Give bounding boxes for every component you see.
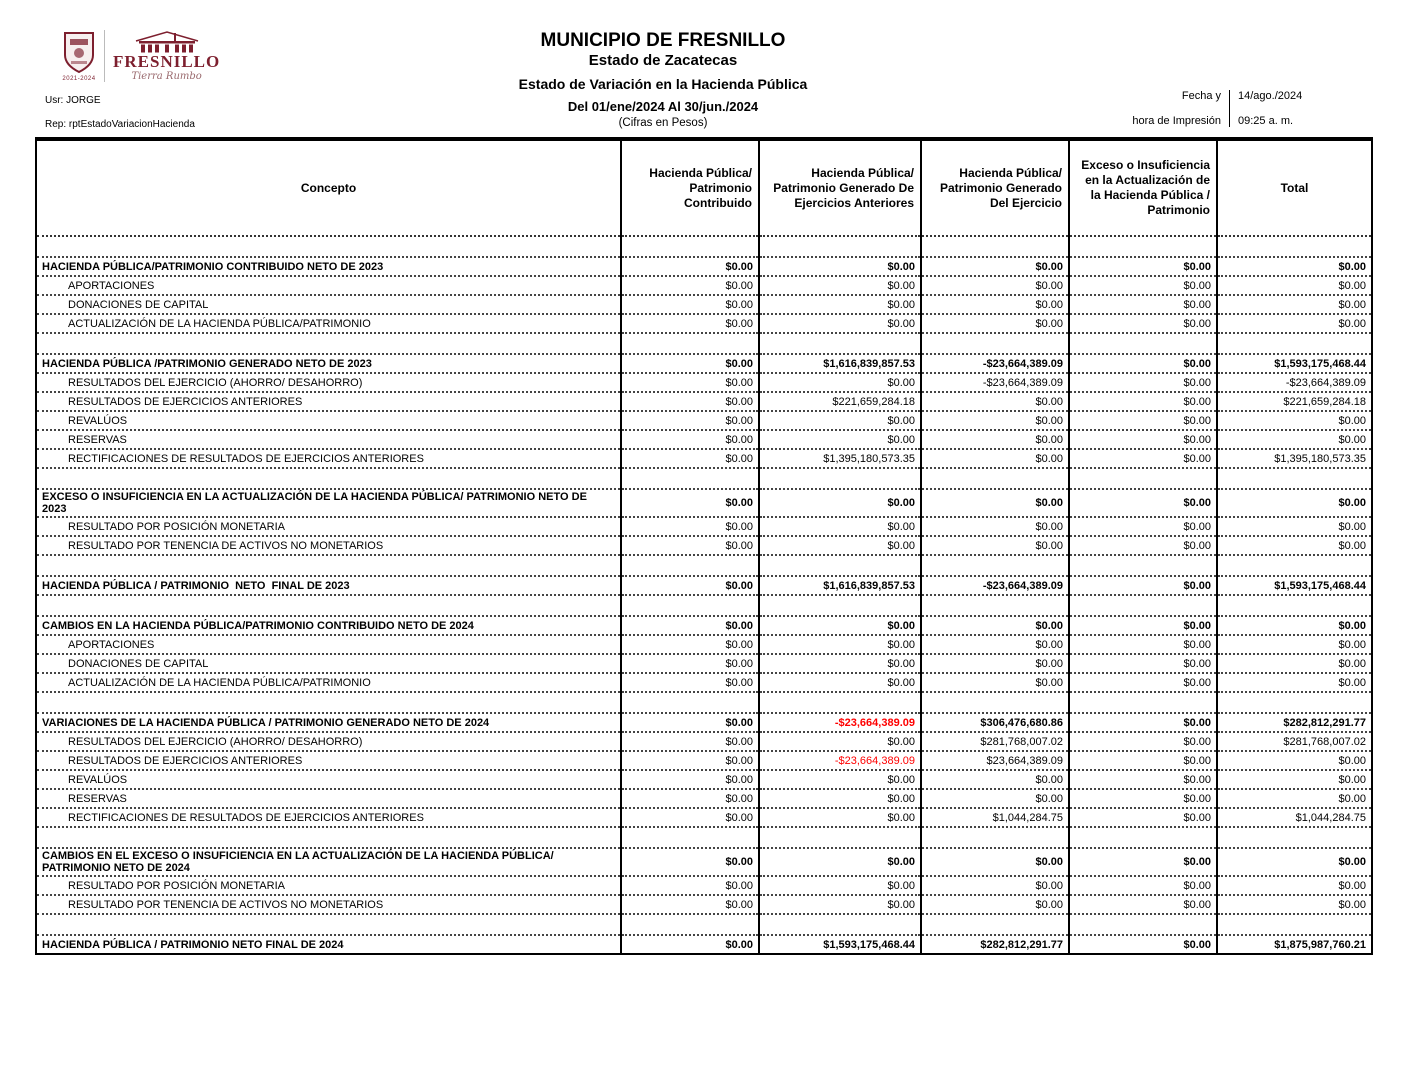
value-cell: $0.00 (1217, 673, 1372, 692)
value-cell (759, 555, 921, 576)
value-cell: $0.00 (1069, 635, 1217, 654)
user-report-info (45, 96, 195, 144)
value-cell: $0.00 (621, 789, 759, 808)
value-cell: $1,044,284.75 (1217, 808, 1372, 827)
value-cell: $0.00 (921, 392, 1069, 411)
value-cell (621, 692, 759, 713)
table-row (36, 314, 1372, 333)
table-row (36, 770, 1372, 789)
value-cell: $0.00 (1217, 430, 1372, 449)
value-cell: $0.00 (759, 895, 921, 914)
value-cell: $1,616,839,857.53 (759, 576, 921, 595)
value-cell: $0.00 (621, 848, 759, 876)
value-cell: $0.00 (1217, 257, 1372, 276)
value-cell: $0.00 (1069, 430, 1217, 449)
value-cell: $0.00 (621, 732, 759, 751)
value-cell: $1,395,180,573.35 (1217, 449, 1372, 468)
concept-cell: DONACIONES DE CAPITAL (36, 295, 621, 314)
table-row (36, 751, 1372, 770)
value-cell (759, 595, 921, 616)
value-cell: $0.00 (1069, 751, 1217, 770)
value-cell (1069, 827, 1217, 848)
value-cell (921, 333, 1069, 354)
value-cell (921, 555, 1069, 576)
table-row (36, 295, 1372, 314)
value-cell: $0.00 (759, 430, 921, 449)
value-cell: $0.00 (759, 373, 921, 392)
concept-cell: HACIENDA PÚBLICA / PATRIMONIO NETO FINAL DE 2024 (42, 938, 344, 951)
value-cell: $0.00 (1069, 616, 1217, 635)
value-cell: $0.00 (759, 276, 921, 295)
value-cell: $0.00 (1217, 517, 1372, 536)
table-row (36, 392, 1372, 411)
table-row (36, 468, 1372, 489)
fresnillo-shield-icon (62, 31, 96, 75)
table-row (36, 354, 1372, 373)
value-cell (1217, 692, 1372, 713)
logo-wordmark (113, 31, 220, 82)
value-cell: $0.00 (1069, 848, 1217, 876)
value-cell (621, 595, 759, 616)
concept-cell: RESULTADOS DEL EJERCICIO (AHORRO/ DESAHORRO) (36, 732, 621, 751)
title-block (519, 30, 808, 131)
concept-cell: HACIENDA PÚBLICA/PATRIMONIO CONTRIBUIDO NETO DE 2023 (36, 257, 621, 276)
value-cell (759, 236, 921, 257)
value-cell: $0.00 (1069, 354, 1217, 373)
value-cell: $0.00 (759, 517, 921, 536)
table-header (36, 139, 1372, 236)
concept-cell (36, 692, 621, 713)
print-info (1132, 90, 1380, 127)
value-cell (921, 827, 1069, 848)
value-cell: $23,664,389.09 (921, 751, 1069, 770)
table-row (36, 789, 1372, 808)
crest-years: 2021-2024 (62, 75, 96, 82)
value-cell (921, 236, 1069, 257)
value-cell: $0.00 (921, 848, 1069, 876)
value-cell: $0.00 (621, 411, 759, 430)
concept-cell: RESERVAS (36, 430, 621, 449)
building-icon (130, 31, 204, 53)
value-cell: $0.00 (921, 789, 1069, 808)
value-cell: $0.00 (921, 314, 1069, 333)
value-cell: $0.00 (1069, 673, 1217, 692)
concept-cell: REVALÚOS (36, 411, 621, 430)
report-period: Del 01/ene/2024 Al 30/jun./2024 (567, 98, 759, 114)
value-cell (1069, 468, 1217, 489)
value-cell: $0.00 (1069, 373, 1217, 392)
value-cell: $0.00 (621, 808, 759, 827)
value-cell: $0.00 (621, 257, 759, 276)
value-cell (1217, 595, 1372, 616)
value-cell: $0.00 (1217, 411, 1372, 430)
municipality-logo (62, 30, 220, 82)
value-cell (621, 333, 759, 354)
value-cell: $281,768,007.02 (921, 732, 1069, 751)
value-cell: $221,659,284.18 (1217, 392, 1372, 411)
value-cell (621, 468, 759, 489)
state-subtitle: Estado de Zacatecas (588, 51, 738, 69)
table-row (36, 876, 1372, 895)
value-cell (621, 236, 759, 257)
value-cell: $0.00 (1217, 895, 1372, 914)
table-row (36, 914, 1372, 935)
value-cell: $0.00 (1069, 876, 1217, 895)
value-cell: $0.00 (921, 770, 1069, 789)
value-cell: $281,768,007.02 (1217, 732, 1372, 751)
value-cell: $0.00 (1069, 295, 1217, 314)
value-cell (1217, 468, 1372, 489)
value-cell: $0.00 (759, 489, 921, 517)
value-cell: $0.00 (921, 489, 1069, 517)
value-cell: $0.00 (621, 392, 759, 411)
concept-cell: HACIENDA PÚBLICA / PATRIMONIO NETO FINAL DE 2023 (36, 576, 621, 595)
report-header (0, 0, 1408, 137)
value-cell: $0.00 (759, 654, 921, 673)
value-cell: $0.00 (1217, 876, 1372, 895)
value-cell: $0.00 (759, 673, 921, 692)
value-cell (621, 914, 759, 935)
value-cell: $0.00 (621, 536, 759, 555)
value-cell: $0.00 (759, 876, 921, 895)
value-cell (921, 468, 1069, 489)
value-cell: $0.00 (621, 314, 759, 333)
value-cell (921, 595, 1069, 616)
value-cell: $0.00 (1069, 276, 1217, 295)
value-cell: $306,476,680.86 (921, 713, 1069, 732)
concept-cell: APORTACIONES (36, 635, 621, 654)
concept-cell: RESULTADOS DE EJERCICIOS ANTERIORES (36, 392, 621, 411)
concept-cell: RECTIFICACIONES DE RESULTADOS DE EJERCICIOS ANTERIORES (36, 808, 621, 827)
column-header: Hacienda Pública/ Patrimonio Generado De Ejercicios Anteriores (759, 139, 921, 236)
value-cell: $0.00 (1069, 536, 1217, 555)
report-id-label: Rep: rptEstadoVariacionHacienda (45, 119, 195, 130)
table-row (36, 673, 1372, 692)
value-cell: $0.00 (759, 789, 921, 808)
table-row (36, 449, 1372, 468)
value-cell: $0.00 (759, 732, 921, 751)
concept-cell: VARIACIONES DE LA HACIENDA PÚBLICA / PATRIMONIO GENERADO NETO DE 2024 (36, 713, 621, 732)
value-cell (1217, 236, 1372, 257)
table-row (36, 430, 1372, 449)
concept-cell: ACTUALIZACIÓN DE LA HACIENDA PÚBLICA/PATRIMONIO (36, 673, 621, 692)
table-row (36, 895, 1372, 914)
value-cell: $1,044,284.75 (921, 808, 1069, 827)
value-cell: $0.00 (1069, 449, 1217, 468)
concept-cell (36, 914, 621, 935)
value-cell: $1,875,987,760.21 (1217, 935, 1372, 954)
value-cell: -$23,664,389.09 (921, 576, 1069, 595)
table-row (36, 489, 1372, 517)
table-row (36, 692, 1372, 713)
logo-divider (104, 30, 105, 82)
column-header: Total (1217, 139, 1372, 236)
value-cell: $0.00 (1217, 654, 1372, 673)
value-cell: $0.00 (1069, 789, 1217, 808)
value-cell: $0.00 (1217, 314, 1372, 333)
column-header: Hacienda Pública/ Patrimonio Generado Del Ejercicio (921, 139, 1069, 236)
value-cell: $0.00 (621, 430, 759, 449)
value-cell: $0.00 (921, 654, 1069, 673)
value-cell: $0.00 (1069, 411, 1217, 430)
value-cell (1069, 333, 1217, 354)
value-cell: $0.00 (1217, 848, 1372, 876)
value-cell (921, 914, 1069, 935)
value-cell: $1,593,175,468.44 (1217, 576, 1372, 595)
table-row (36, 517, 1372, 536)
value-cell: $0.00 (759, 635, 921, 654)
column-header: Exceso o Insuficiencia en la Actualización de la Hacienda Pública / Patrimonio (1069, 139, 1217, 236)
value-cell: $0.00 (1069, 314, 1217, 333)
value-cell: $0.00 (621, 935, 759, 954)
value-cell: $0.00 (759, 770, 921, 789)
value-cell: $0.00 (621, 616, 759, 635)
value-cell: $0.00 (1217, 635, 1372, 654)
value-cell: $0.00 (759, 257, 921, 276)
table-row (36, 333, 1372, 354)
value-cell (621, 827, 759, 848)
value-cell: $0.00 (759, 314, 921, 333)
concept-cell: RESERVAS (36, 789, 621, 808)
print-info-values (1230, 90, 1380, 127)
concept-cell (36, 827, 621, 848)
value-cell: $0.00 (921, 449, 1069, 468)
value-cell: $0.00 (921, 295, 1069, 314)
value-cell: $0.00 (621, 895, 759, 914)
value-cell: $0.00 (1217, 276, 1372, 295)
value-cell: -$23,664,389.09 (759, 751, 921, 770)
table-body (36, 236, 1372, 954)
table-row (36, 373, 1372, 392)
table-row (36, 536, 1372, 555)
value-cell: -$23,664,389.09 (921, 373, 1069, 392)
table-row (36, 732, 1372, 751)
value-cell: $0.00 (1069, 257, 1217, 276)
concept-cell: ACTUALIZACIÓN DE LA HACIENDA PÚBLICA/PATRIMONIO (36, 314, 621, 333)
table-row (36, 276, 1372, 295)
table-row (36, 411, 1372, 430)
print-info-labels (1132, 90, 1229, 127)
concept-cell (36, 595, 621, 616)
value-cell: $0.00 (1069, 654, 1217, 673)
value-cell: $0.00 (921, 635, 1069, 654)
concept-cell: RESULTADO POR TENENCIA DE ACTIVOS NO MONETARIOS (36, 895, 621, 914)
concept-cell: APORTACIONES (36, 276, 621, 295)
value-cell: $0.00 (921, 536, 1069, 555)
value-cell: $0.00 (621, 295, 759, 314)
table-row (36, 713, 1372, 732)
concept-cell: HACIENDA PÚBLICA /PATRIMONIO GENERADO NETO DE 2023 (36, 354, 621, 373)
value-cell (921, 692, 1069, 713)
value-cell: $0.00 (621, 876, 759, 895)
value-cell (759, 914, 921, 935)
value-cell: $0.00 (921, 257, 1069, 276)
value-cell (1069, 914, 1217, 935)
value-cell: $0.00 (1217, 536, 1372, 555)
value-cell: $0.00 (1069, 489, 1217, 517)
concept-cell (36, 555, 621, 576)
table-row (36, 236, 1372, 257)
value-cell: $0.00 (621, 576, 759, 595)
value-cell: $0.00 (621, 673, 759, 692)
print-date-value: 14/ago./2024 (1238, 90, 1303, 102)
logo-tagline: Tierra Rumbo (131, 70, 202, 82)
concept-cell: RESULTADOS DEL EJERCICIO (AHORRO/ DESAHORRO) (36, 373, 621, 392)
value-cell: $0.00 (1069, 713, 1217, 732)
value-cell: $0.00 (621, 489, 759, 517)
value-cell: -$23,664,389.09 (921, 354, 1069, 373)
table-row (36, 848, 1372, 876)
table-row (36, 808, 1372, 827)
table-row (36, 935, 1372, 954)
value-cell (1069, 595, 1217, 616)
logo-org-name: FRESNILLO (113, 51, 221, 71)
value-cell: $0.00 (621, 635, 759, 654)
value-cell: $0.00 (921, 616, 1069, 635)
variation-table (35, 137, 1373, 955)
value-cell: $0.00 (1217, 751, 1372, 770)
value-cell: -$23,664,389.09 (1217, 373, 1372, 392)
column-header: Hacienda Pública/ Patrimonio Contribuido (621, 139, 759, 236)
page-title: MUNICIPIO DE FRESNILLO (540, 30, 786, 51)
concept-cell (36, 468, 621, 489)
value-cell: $0.00 (1217, 489, 1372, 517)
concept-cell: DONACIONES DE CAPITAL (36, 654, 621, 673)
user-label: Usr: JORGE (45, 95, 101, 106)
value-cell: $0.00 (621, 751, 759, 770)
concept-cell: CAMBIOS EN EL EXCESO O INSUFICIENCIA EN LA ACTUALIZACIÓN DE LA HACIENDA PÚBLICA/ PATRIMONIO NETO DE 2024 (36, 848, 621, 876)
value-cell: $0.00 (759, 808, 921, 827)
value-cell (759, 692, 921, 713)
value-cell (1069, 555, 1217, 576)
value-cell (1069, 236, 1217, 257)
value-cell: $0.00 (621, 373, 759, 392)
value-cell: $0.00 (1217, 616, 1372, 635)
concept-cell: RECTIFICACIONES DE RESULTADOS DE EJERCICIOS ANTERIORES (36, 449, 621, 468)
value-cell: $0.00 (1069, 895, 1217, 914)
concept-cell: RESULTADO POR POSICIÓN MONETARIA (36, 517, 621, 536)
value-cell (1217, 333, 1372, 354)
table-row (36, 555, 1372, 576)
value-cell (759, 827, 921, 848)
print-time-label: hora de Impresión (1132, 115, 1221, 127)
value-cell: $0.00 (759, 536, 921, 555)
value-cell: $282,812,291.77 (1217, 713, 1372, 732)
print-date-label: Fecha y (1181, 90, 1221, 102)
value-cell (1217, 555, 1372, 576)
table-row (36, 595, 1372, 616)
value-cell (759, 468, 921, 489)
value-cell: $0.00 (621, 770, 759, 789)
value-cell: $0.00 (621, 654, 759, 673)
value-cell: $0.00 (921, 895, 1069, 914)
value-cell: $0.00 (1217, 295, 1372, 314)
value-cell: $0.00 (621, 276, 759, 295)
value-cell: $0.00 (921, 517, 1069, 536)
concept-cell: RESULTADO POR TENENCIA DE ACTIVOS NO MONETARIOS (36, 536, 621, 555)
value-cell: $0.00 (759, 295, 921, 314)
table-row (36, 654, 1372, 673)
value-cell: $0.00 (921, 430, 1069, 449)
value-cell: $0.00 (621, 713, 759, 732)
value-cell: $0.00 (1069, 517, 1217, 536)
value-cell: $0.00 (759, 411, 921, 430)
concept-cell: CAMBIOS EN LA HACIENDA PÚBLICA/PATRIMONIO CONTRIBUIDO NETO DE 2024 (36, 616, 621, 635)
table-header-row (36, 139, 1372, 236)
value-cell: $0.00 (1069, 732, 1217, 751)
concept-cell: RESULTADO POR POSICIÓN MONETARIA (36, 876, 621, 895)
value-cell: $0.00 (621, 517, 759, 536)
value-cell: $1,395,180,573.35 (759, 449, 921, 468)
value-cell: $1,593,175,468.44 (759, 935, 921, 954)
value-cell (759, 333, 921, 354)
table-row (36, 576, 1372, 595)
value-cell: $0.00 (921, 673, 1069, 692)
value-cell: $0.00 (621, 449, 759, 468)
table-row (36, 635, 1372, 654)
concept-cell (36, 333, 621, 354)
column-header: Concepto (36, 139, 621, 236)
value-cell: $0.00 (1069, 935, 1217, 954)
value-cell: $0.00 (621, 354, 759, 373)
currency-note: (Cifras en Pesos) (618, 117, 708, 130)
value-cell: $0.00 (1217, 789, 1372, 808)
concept-cell: RESULTADOS DE EJERCICIOS ANTERIORES (36, 751, 621, 770)
value-cell: $282,812,291.77 (921, 935, 1069, 954)
value-cell: $0.00 (1069, 770, 1217, 789)
print-time-value: 09:25 a. m. (1238, 115, 1294, 127)
value-cell: $0.00 (759, 848, 921, 876)
value-cell: $1,616,839,857.53 (759, 354, 921, 373)
crest (62, 31, 96, 82)
value-cell: $0.00 (1069, 576, 1217, 595)
value-cell: $221,659,284.18 (759, 392, 921, 411)
value-cell (621, 555, 759, 576)
value-cell: -$23,664,389.09 (759, 713, 921, 732)
table-row (36, 827, 1372, 848)
value-cell: $0.00 (921, 276, 1069, 295)
value-cell (1217, 914, 1372, 935)
value-cell: $0.00 (921, 411, 1069, 430)
concept-cell: REVALÚOS (36, 770, 621, 789)
table-row (36, 257, 1372, 276)
value-cell: $0.00 (1069, 392, 1217, 411)
value-cell: $1,593,175,468.44 (1217, 354, 1372, 373)
table-row (36, 616, 1372, 635)
value-cell: $0.00 (1217, 770, 1372, 789)
value-cell: $0.00 (759, 616, 921, 635)
value-cell: $0.00 (1069, 808, 1217, 827)
value-cell (1217, 827, 1372, 848)
concept-cell (36, 236, 621, 257)
value-cell: $0.00 (921, 876, 1069, 895)
value-cell (1069, 692, 1217, 713)
report-name: Estado de Variación en la Hacienda Pública (518, 75, 808, 92)
concept-cell: EXCESO O INSUFICIENCIA EN LA ACTUALIZACIÓN DE LA HACIENDA PÚBLICA/ PATRIMONIO NETO DE 2023 (36, 489, 621, 517)
